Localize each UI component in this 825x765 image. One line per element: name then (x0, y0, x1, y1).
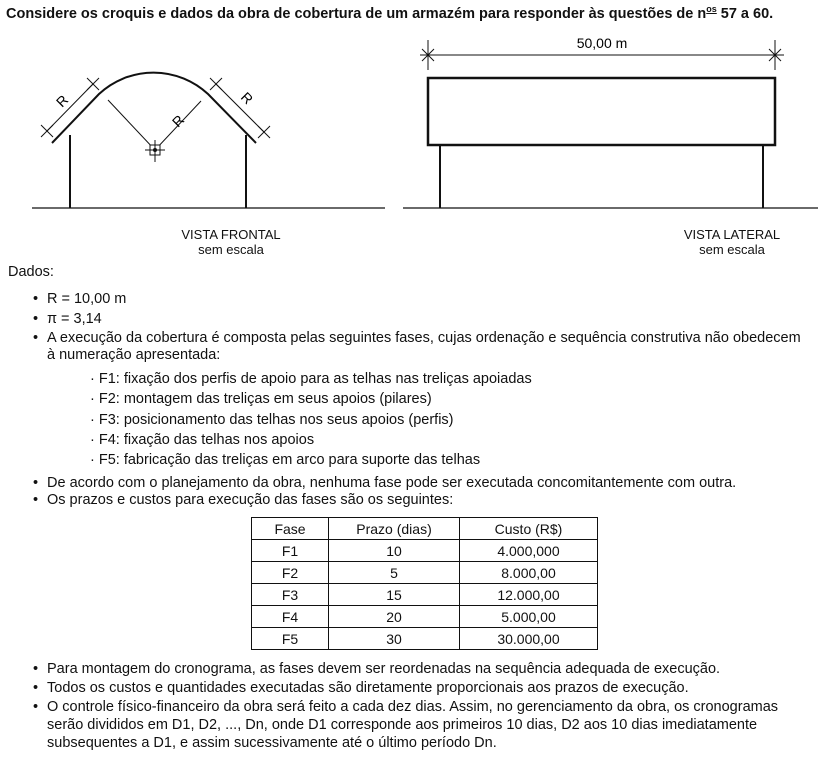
r-label-center: R (168, 111, 188, 131)
front-view-drawing (32, 73, 385, 208)
front-caption-sub: sem escala (198, 242, 264, 257)
dados-title: Dados: (8, 264, 54, 280)
phase-f4: · F4: fixação das telhas nos apoios (90, 432, 315, 448)
cell-fase: F4 (252, 606, 329, 628)
roof-block (428, 78, 775, 145)
bullet-phases-cont: à numeração apresentada: (47, 347, 221, 363)
cell-custo: 8.000,00 (460, 562, 598, 584)
dimension-left (41, 78, 99, 137)
cell-fase: F1 (252, 540, 329, 562)
cell-prazo: 30 (329, 628, 460, 650)
table-row (252, 628, 598, 650)
cell-custo: 30.000,00 (460, 628, 598, 650)
arch-roof (52, 73, 256, 143)
dimension-label: 50,00 m (576, 35, 628, 51)
heading-superscript: os (706, 4, 717, 14)
cell-fase: F3 (252, 584, 329, 606)
r-label-left: R (52, 91, 72, 111)
table-row (252, 562, 598, 584)
radius-line-left (108, 100, 155, 150)
cell-fase: F5 (252, 628, 329, 650)
front-view-caption (171, 227, 291, 257)
cell-prazo: 10 (329, 540, 460, 562)
cell-custo: 12.000,00 (460, 584, 598, 606)
header-prazo: Prazo (dias) (329, 518, 460, 540)
cell-fase: F2 (252, 562, 329, 584)
side-view-caption (672, 227, 792, 257)
side-caption-sub: sem escala (699, 242, 765, 257)
phase-cost-table (251, 517, 598, 650)
cell-prazo: 15 (329, 584, 460, 606)
dimension-right (210, 78, 270, 138)
table-row (252, 540, 598, 562)
center-marker (145, 140, 165, 162)
table-row (252, 584, 598, 606)
heading-suffix: 57 a 60. (716, 6, 774, 22)
cell-prazo: 20 (329, 606, 460, 628)
phase-f5: · F5: fabricação das treliças em arco para suporte das telhas (90, 452, 481, 468)
cell-prazo: 5 (329, 562, 460, 584)
bullet-control-line1: O controle físico-financeiro da obra será feito a cada dez dias. Assim, no gerenciamento da obra, os cronogramas (47, 699, 779, 715)
table-header-row (252, 518, 598, 540)
front-caption-title: VISTA FRONTAL (181, 227, 281, 242)
cell-custo: 5.000,00 (460, 606, 598, 628)
phase-f2: · F2: montagem das treliças em seus apoios (pilares) (90, 391, 432, 407)
heading-prefix: Considere os croquis e dados da obra de cobertura de um armazém para responder às questões de n (6, 6, 707, 22)
header-fase: Fase (252, 518, 329, 540)
figures (0, 0, 825, 265)
side-caption-title: VISTA LATERAL (683, 227, 781, 242)
phase-f1: · F1: fixação dos perfis de apoio para as telhas nas treliças apoiadas (90, 371, 532, 387)
table-row (252, 606, 598, 628)
header-custo: Custo (R$) (460, 518, 598, 540)
phase-f3: · F3: posicionamento das telhas nos seus apoios (perfis) (90, 412, 454, 428)
side-view-drawing (403, 40, 818, 208)
cell-custo: 4.000,000 (460, 540, 598, 562)
bullet-control-line2: serão divididos em D1, D2, ..., Dn, onde D1 corresponde aos primeiros 10 dias, D2 aos 10 dias imediatamente (47, 717, 758, 733)
r-label-right: R (237, 88, 257, 108)
bullet-control-line3: subsequentes a D1, e assim sucessivamente até o último período Dn. (47, 735, 497, 751)
